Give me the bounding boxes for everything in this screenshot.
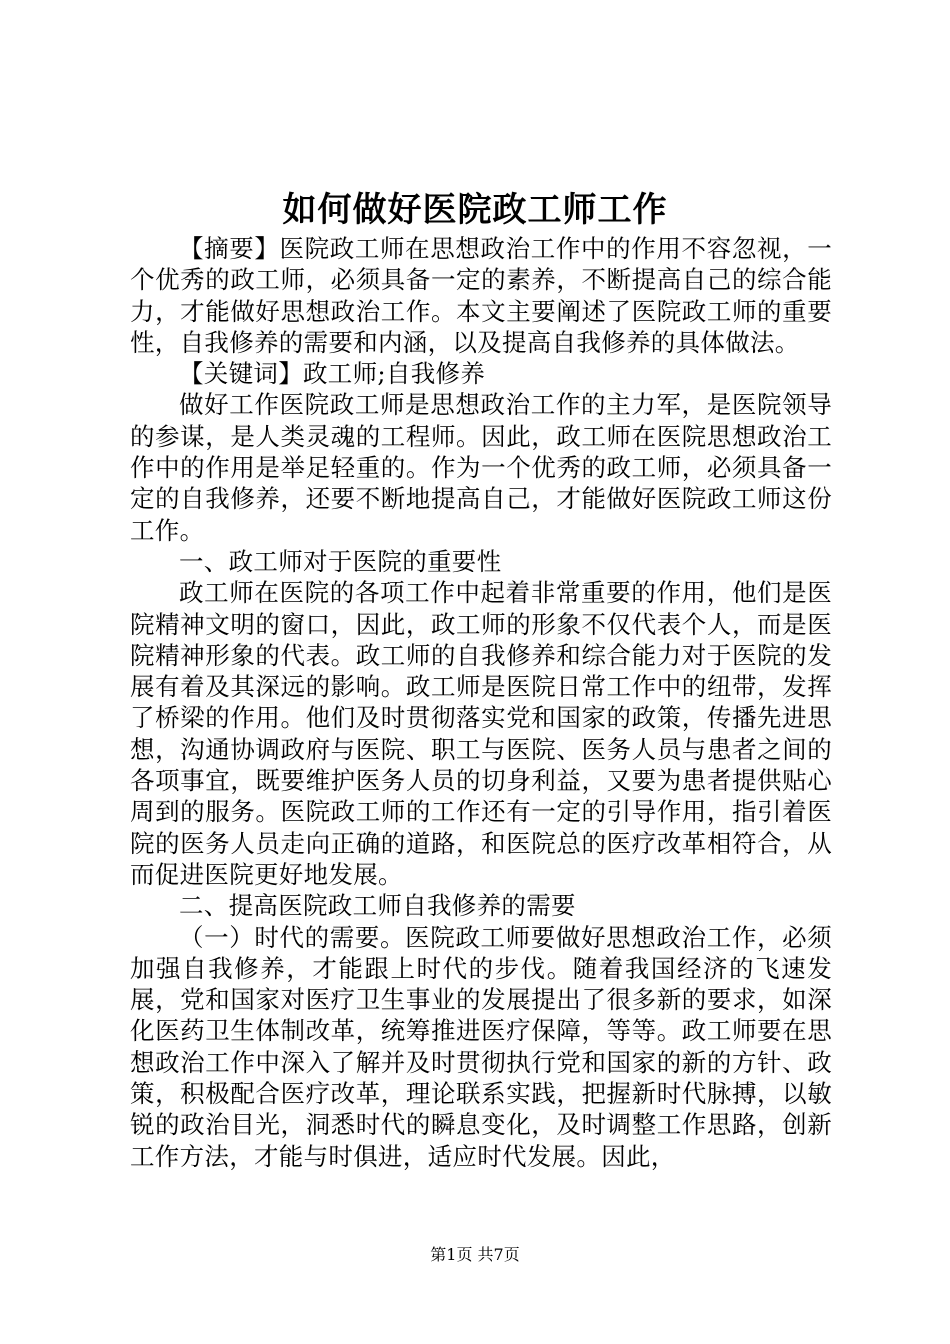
section-heading-1: 一、政工师对于医院的重要性 [179, 546, 502, 576]
intro-paragraph: 做好工作医院政工师是思想政治工作的主力军，是医院领导的参谋，是人类灵魂的工程师。因此，政工师在医院思想政治工作中的作用是举足轻重的。作为一个优秀的政工师，必须具备一定的自我修养，还要不断地提高自己，才能做好医院政工师这份工作。 [130, 390, 832, 545]
section-1-paragraph: 政工师在医院的各项工作中起着非常重要的作用，他们是医院精神文明的窗口，因此，政工师的形象不仅代表个人，而是医院精神形象的代表。政工师的自我修养和综合能力对于医院的发展有着及其深远的影响。政工师是医院日常工作中的纽带，发挥了桥梁的作用。他们及时贯彻落实党和国家的政策，传播先进思想，沟通协调政府与医院、职工与医院、医务人员与患者之间的各项事宜，既要维护医务人员的切身利益，又要为患者提供贴心周到的服务。医院政工师的工作还有一定的引导作用，指引着医院的医务人员走向正确的道路，和医院总的医疗改革相符合，从而促进医院更好地发展。 [130, 578, 832, 889]
document-title: 如何做好医院政工师工作 [282, 190, 668, 230]
page-footer: 第1页 共7页 [430, 1245, 520, 1264]
keywords-paragraph: 【关键词】政工师;自我修养 [179, 359, 486, 389]
abstract-paragraph: 【摘要】医院政工师在思想政治工作中的作用不容忽视，一个优秀的政工师，必须具备一定的素养，不断提高自己的综合能力，才能做好思想政治工作。本文主要阐述了医院政工师的重要性，自我修养的需要和内涵，以及提高自我修养的具体做法。 [130, 234, 832, 357]
document-body [130, 233, 832, 1172]
section-2-paragraph: （一）时代的需要。医院政工师要做好思想政治工作，必须加强自我修养，才能跟上时代的步伐。随着我国经济的飞速发展，党和国家对医疗卫生事业的发展提出了很多新的要求，如深化医药卫生体制改革，统筹推进医疗保障，等等。政工师要在思想政治工作中深入了解并及时贯彻执行党和国家的新的方针、政策，积极配合医疗改革，理论联系实践，把握新时代脉搏，以敏锐的政治目光，洞悉时代的瞬息变化，及时调整工作思路，创新工作方法，才能与时俱进，适应时代发展。因此， [130, 922, 832, 1171]
section-heading-2: 二、提高医院政工师自我修养的需要 [179, 891, 576, 921]
